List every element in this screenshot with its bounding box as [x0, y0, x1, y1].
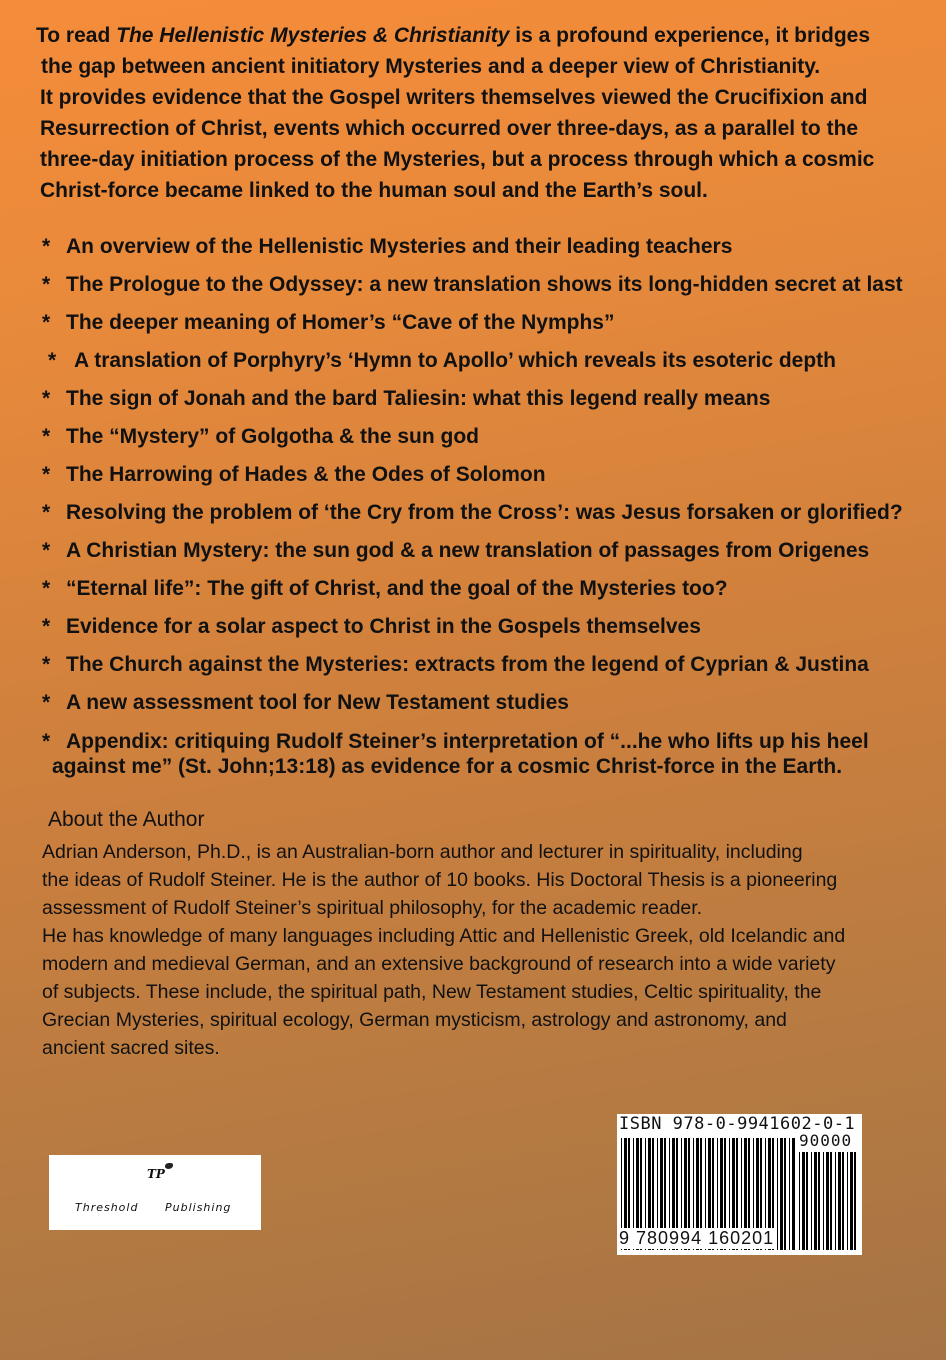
- list-item: [42, 380, 922, 418]
- bullet-marker: *: [42, 463, 51, 486]
- list-item-appendix: [42, 722, 922, 779]
- intro-line-1: [36, 20, 916, 51]
- intro-prefix: To read: [36, 24, 117, 47]
- about-line: Adrian Anderson, Ph.D., is an Australian-born author and lecturer in spirituality, including: [42, 841, 803, 863]
- bullet-marker: *: [42, 235, 51, 258]
- barcode-bar: [826, 1152, 829, 1250]
- logo-word-threshold: Threshold: [75, 1201, 139, 1214]
- list-item-text: The Church against the Mysteries: extracts from the legend of Cyprian & Justina: [66, 653, 869, 676]
- book-title: The Hellenistic Mysteries & Christianity: [116, 24, 510, 47]
- contents-list: [42, 228, 922, 779]
- barcode-bar: [818, 1152, 820, 1250]
- bullet-marker: *: [42, 273, 51, 296]
- bullet-marker: *: [42, 311, 51, 334]
- list-item: [42, 532, 922, 570]
- barcode-bar: [792, 1138, 795, 1250]
- bullet-marker: *: [42, 501, 51, 524]
- barcode-bar: [850, 1152, 853, 1250]
- barcode-bar: [811, 1152, 812, 1250]
- barcode-bar: [854, 1152, 856, 1250]
- bullet-marker: *: [48, 349, 57, 372]
- intro-line: It provides evidence that the Gospel writers themselves viewed the Crucifixion and: [40, 86, 868, 109]
- about-line: the ideas of Rudolf Steiner. He is the author of 10 books. His Doctoral Thesis is a pioneering: [42, 869, 838, 891]
- list-item-text: The “Mystery” of Golgotha & the sun god: [66, 425, 480, 448]
- list-item-text: A translation of Porphyry’s ‘Hymn to Apollo’ which reveals its esoteric depth: [74, 349, 836, 372]
- barcode-bar: [799, 1152, 800, 1250]
- bullet-marker: *: [42, 425, 51, 448]
- list-item: [42, 684, 922, 722]
- barcode-bar: [830, 1152, 832, 1250]
- about-heading: About the Author: [48, 808, 205, 831]
- list-item-text: Resolving the problem of ‘the Cry from the Cross’: was Jesus forsaken or glorified?: [66, 501, 903, 524]
- intro-line: the gap between ancient initiatory Mysteries and a deeper view of Christianity.: [41, 55, 821, 78]
- barcode-bar: [789, 1138, 790, 1250]
- bullet-marker: *: [42, 653, 51, 676]
- logo-word-publishing: Publishing: [165, 1201, 232, 1214]
- list-item: [42, 646, 922, 684]
- intro-line: Resurrection of Christ, events which occurred over three-days, as a parallel to the: [40, 117, 859, 140]
- bullet-marker: *: [42, 577, 51, 600]
- ean-number: 9 780994 160201: [619, 1228, 775, 1248]
- about-line: He has knowledge of many languages including Attic and Hellenistic Greek, old Icelandic and: [42, 925, 846, 947]
- publisher-logo: [49, 1155, 261, 1230]
- barcode-bar: [823, 1152, 824, 1250]
- list-item-text: “Eternal life”: The gift of Christ, and the goal of the Mysteries too?: [66, 577, 728, 600]
- about-line: Grecian Mysteries, spiritual ecology, German mysticism, astrology and astronomy, and: [42, 1009, 787, 1031]
- list-item: [42, 456, 922, 494]
- about-line: of subjects. These include, the spiritual path, New Testament studies, Celtic spirituality, the: [42, 981, 822, 1003]
- logo-splash-icon: [165, 1163, 173, 1169]
- isbn-text: ISBN 978-0-9941602-0-1: [619, 1114, 856, 1134]
- intro-line: three-day initiation process of the Mysteries, but a process through which a cosmic: [40, 148, 875, 171]
- list-item: [42, 266, 922, 304]
- barcode-bar: [838, 1152, 841, 1250]
- barcode-addon-bars: [799, 1152, 859, 1250]
- barcode-bar: [802, 1152, 805, 1250]
- barcode-bar: [847, 1152, 848, 1250]
- list-item-text: The Prologue to the Odyssey: a new translation shows its long-hidden secret at last: [66, 273, 903, 296]
- list-item: [42, 608, 922, 646]
- about-line: assessment of Rudolf Steiner’s spiritual philosophy, for the academic reader.: [42, 897, 703, 919]
- list-item-text: Evidence for a solar aspect to Christ in the Gospels themselves: [66, 615, 701, 638]
- list-item: [42, 304, 922, 342]
- barcode-bar: [835, 1152, 836, 1250]
- list-item: [42, 494, 922, 532]
- bullet-marker: *: [42, 539, 51, 562]
- bullet-marker: *: [42, 730, 51, 753]
- list-item: [42, 228, 922, 266]
- barcode-addon-number: 90000: [799, 1131, 853, 1150]
- list-item-text: The sign of Jonah and the bard Taliesin: what this legend really means: [66, 387, 771, 410]
- list-item-text: A Christian Mystery: the sun god & a new translation of passages from Origenes: [66, 539, 870, 562]
- bullet-marker: *: [42, 691, 51, 714]
- barcode-bar: [780, 1138, 783, 1250]
- list-item-text: The Harrowing of Hades & the Odes of Solomon: [66, 463, 546, 486]
- barcode-bar: [842, 1152, 844, 1250]
- barcode-bar: [784, 1138, 786, 1250]
- about-line: ancient sacred sites.: [42, 1037, 220, 1059]
- about-line: modern and medieval German, and an extensive background of research into a wide variety: [42, 953, 836, 975]
- about-paragraph: [42, 838, 922, 1062]
- intro-line1-rest: is a profound experience, it bridges: [509, 24, 871, 47]
- list-item-text-continued: against me” (St. John;13:18) as evidence for a cosmic Christ-force in the Earth.: [52, 755, 843, 778]
- list-item: [42, 418, 922, 456]
- list-item-text: The deeper meaning of Homer’s “Cave of the Nymphs”: [66, 311, 615, 334]
- barcode-bar: [814, 1152, 817, 1250]
- list-item: [42, 570, 922, 608]
- bullet-marker: *: [42, 387, 51, 410]
- barcode-bar: [777, 1138, 778, 1250]
- intro-paragraph: [36, 20, 916, 206]
- logo-monogram: TP: [147, 1167, 165, 1181]
- list-item-text: A new assessment tool for New Testament studies: [66, 691, 569, 714]
- barcode-bar: [806, 1152, 808, 1250]
- isbn-barcode: [617, 1114, 862, 1255]
- list-item-text: An overview of the Hellenistic Mysteries and their leading teachers: [66, 235, 733, 258]
- intro-line: Christ-force became linked to the human soul and the Earth’s soul.: [40, 179, 708, 202]
- list-item: [42, 342, 922, 380]
- list-item-text: Appendix: critiquing Rudolf Steiner’s interpretation of “...he who lifts up his heel: [66, 730, 869, 753]
- bullet-marker: *: [42, 615, 51, 638]
